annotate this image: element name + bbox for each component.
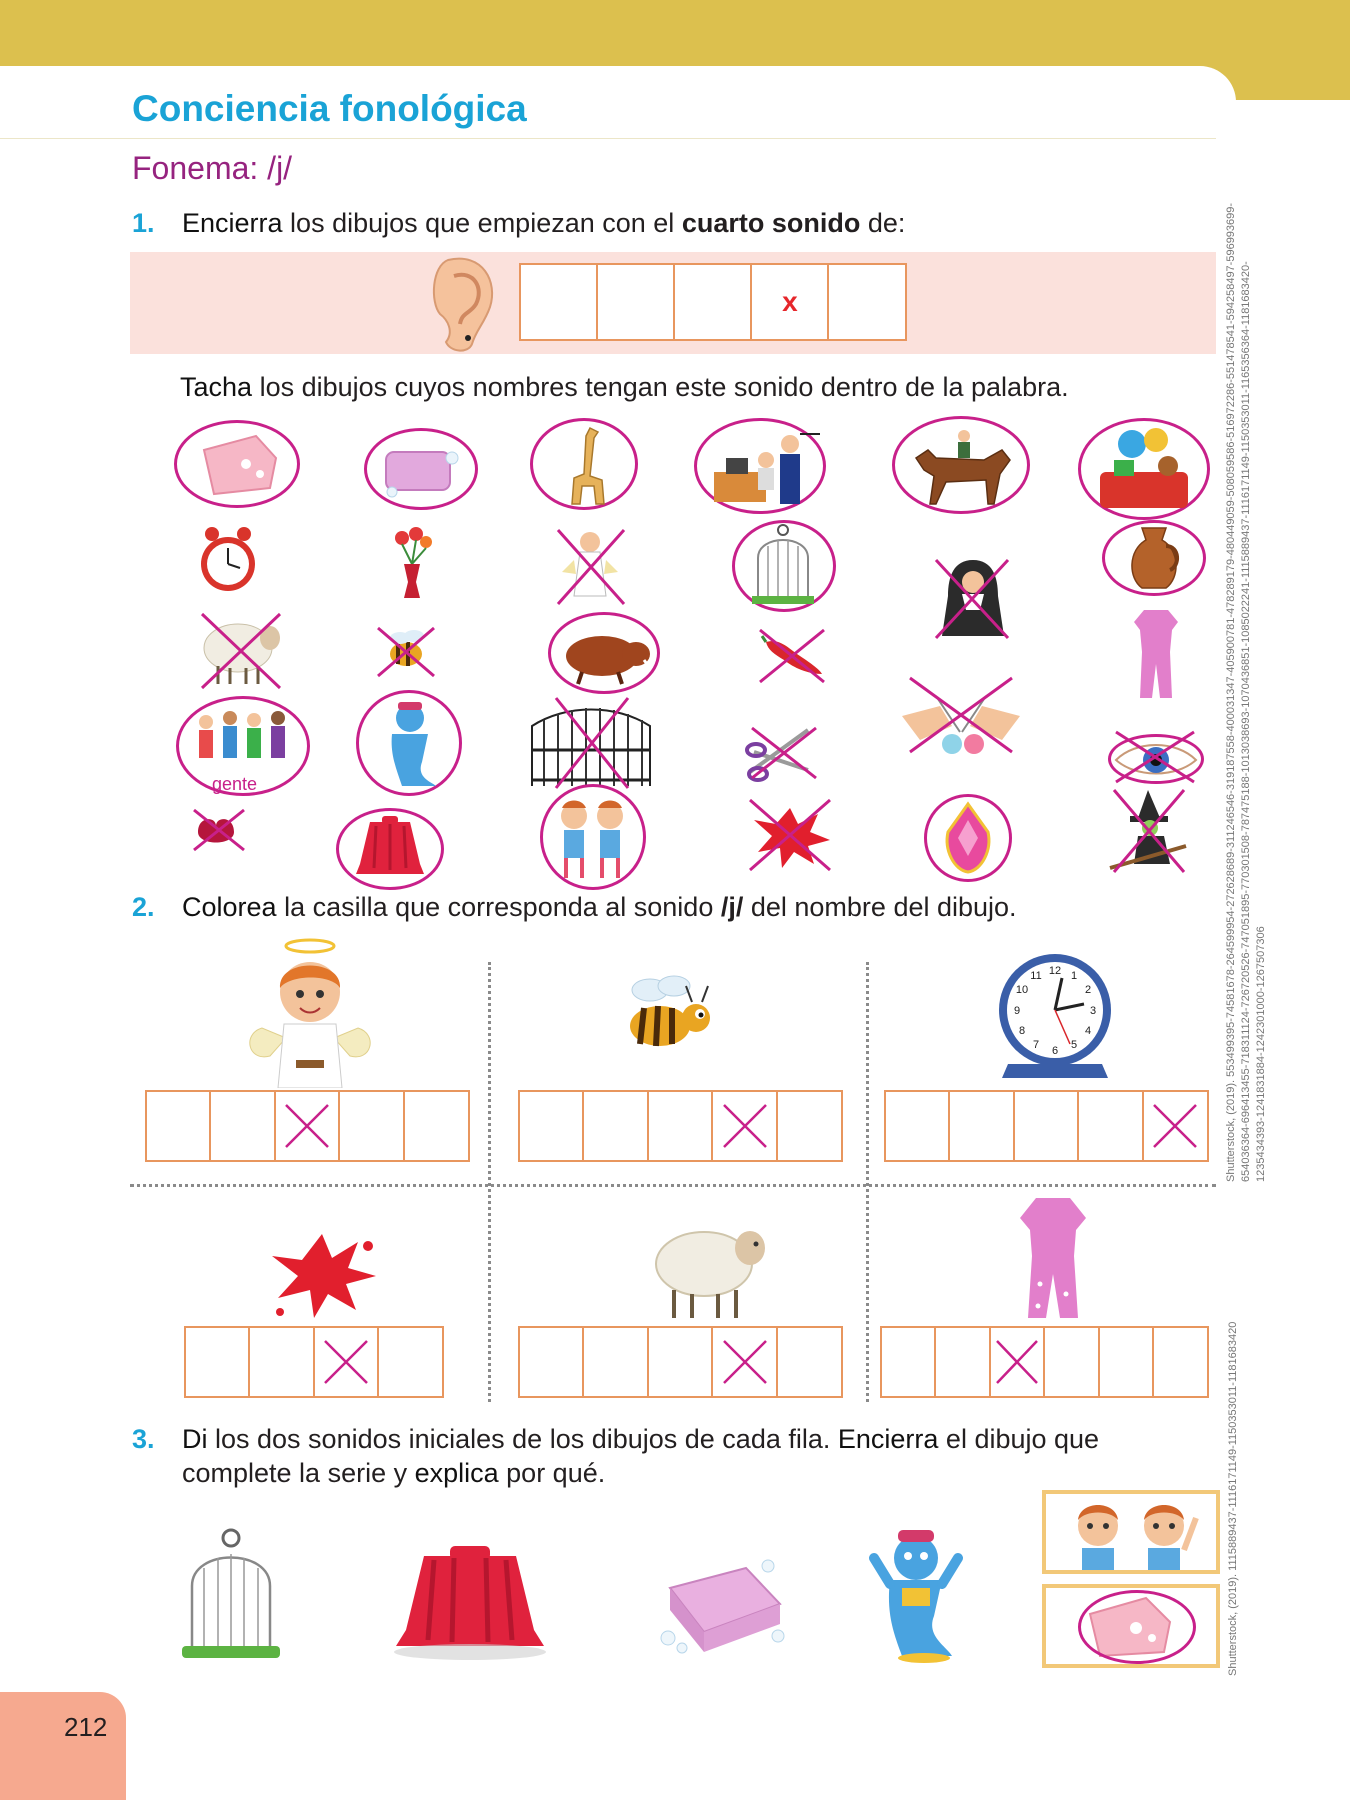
sheep-box-4[interactable] xyxy=(711,1326,778,1398)
q3-keyword-encierra: Encierra xyxy=(837,1424,939,1454)
ham-icon xyxy=(196,430,282,500)
clock-num-2: 2 xyxy=(1084,984,1092,996)
q2-text-a: la casilla que corresponda al sonido xyxy=(276,892,721,922)
cross-witch xyxy=(1110,786,1188,876)
clock-num-8: 8 xyxy=(1018,1025,1026,1037)
angel-box-5[interactable] xyxy=(403,1090,470,1162)
cross-chili xyxy=(756,626,828,686)
clock-box-2[interactable] xyxy=(948,1090,1015,1162)
cross-angel xyxy=(554,526,628,608)
splash-box-2[interactable] xyxy=(248,1326,315,1398)
splash-box-3[interactable] xyxy=(313,1326,380,1398)
grid-divider-h xyxy=(130,1184,1216,1187)
ear-icon xyxy=(428,252,500,354)
genie-small-icon xyxy=(372,698,448,788)
clock-box-3[interactable] xyxy=(1013,1090,1080,1162)
cross-splash xyxy=(746,796,834,874)
red-splash-icon xyxy=(266,1224,380,1322)
pajamas-sound-boxes xyxy=(882,1326,1209,1398)
angel-box-1[interactable] xyxy=(145,1090,212,1162)
pajamas-box-4[interactable] xyxy=(1043,1326,1100,1398)
bee-box-5[interactable] xyxy=(776,1090,843,1162)
sheep-box-5[interactable] xyxy=(776,1326,843,1398)
cross-gate xyxy=(552,694,632,792)
q1-text-b: de: xyxy=(860,208,906,238)
sheep-box-1[interactable] xyxy=(518,1326,585,1398)
x-mark-icon xyxy=(1150,1101,1200,1151)
page-number-tab xyxy=(0,1692,126,1800)
clock-num-12: 12 xyxy=(1048,965,1062,977)
wall-clock-icon xyxy=(994,952,1116,1082)
word-box-5[interactable] xyxy=(827,263,907,341)
twins-icon xyxy=(1060,1496,1202,1570)
bee-box-1[interactable] xyxy=(518,1090,585,1162)
cross-eye xyxy=(1112,728,1198,786)
clock-num-9: 9 xyxy=(1013,1005,1021,1017)
image-credit-top xyxy=(1224,118,1269,1182)
cross-scissors xyxy=(748,724,820,782)
word-box-1[interactable] xyxy=(519,263,599,341)
sheep-box-2[interactable] xyxy=(582,1326,649,1398)
page-title: Conciencia fonológica xyxy=(132,88,527,129)
clock-box-5[interactable] xyxy=(1142,1090,1209,1162)
q1-keyword-cuarto: cuarto sonido xyxy=(681,208,861,238)
grid-divider-v2 xyxy=(866,962,869,1402)
pajamas-icon xyxy=(1016,1194,1090,1322)
pajamas-box-2[interactable] xyxy=(934,1326,991,1398)
pajamas-box-3[interactable] xyxy=(989,1326,1046,1398)
q3-instruction-line2 xyxy=(182,1456,605,1490)
sheep-box-3[interactable] xyxy=(647,1326,714,1398)
credit-line-2: 654036364-696413455-718311124-726720526-747051895-770301508-787475188-1013038693-1070436851-1085022241-1115889437-1116171149-1150353011-1165356364-1181683420- xyxy=(1240,261,1252,1182)
bee-sound-boxes xyxy=(520,1090,843,1162)
header-rule xyxy=(0,138,1216,139)
cross-sheep xyxy=(198,610,284,692)
clock-num-10: 10 xyxy=(1015,984,1029,996)
q3-text-b: el dibujo que xyxy=(938,1424,1100,1454)
bee-box-4[interactable] xyxy=(711,1090,778,1162)
angel-box-2[interactable] xyxy=(209,1090,276,1162)
genie-icon xyxy=(868,1524,964,1664)
q2-text-b: del nombre del dibujo. xyxy=(743,892,1017,922)
x-mark-icon xyxy=(282,1101,332,1151)
credit-line-1: Shutterstock, (2019). 553499395-74581678-264599954-272628689-311246546-319187558-400031347-405900781-478289179-480449059-508059586-516972286-551478541-594258497-596993699- xyxy=(1225,202,1237,1182)
q3-text-d: por qué. xyxy=(498,1458,606,1488)
image-credit-bottom xyxy=(1226,1246,1241,1676)
bee-box-3[interactable] xyxy=(647,1090,714,1162)
jelly-icon xyxy=(390,1544,550,1664)
word-box-row xyxy=(521,263,907,341)
toys-icon xyxy=(1092,422,1196,516)
q1-instruction-2 xyxy=(180,370,1069,404)
flower-vase-icon xyxy=(386,526,438,602)
jug-icon xyxy=(1126,524,1182,592)
q3-keyword-explica: explica xyxy=(414,1458,499,1488)
people-icon xyxy=(190,706,296,782)
q1-instruction xyxy=(132,206,905,240)
cross-bee xyxy=(374,624,438,680)
birdcage-icon xyxy=(176,1528,286,1664)
alarm-clock-icon xyxy=(196,526,260,596)
twins-small-icon xyxy=(552,792,634,882)
q1-keyword-tacha: Tacha xyxy=(180,372,253,402)
bee-box-2[interactable] xyxy=(582,1090,649,1162)
clock-num-4: 4 xyxy=(1084,1025,1092,1037)
grid-divider-v1 xyxy=(488,962,491,1402)
q3-keyword-di: Di xyxy=(182,1424,208,1454)
horse-icon xyxy=(906,424,1016,508)
q1-text-a: los dibujos que empiezan con el xyxy=(282,208,682,238)
page-subtitle: Fonema: /j/ xyxy=(132,150,293,186)
clock-num-1: 1 xyxy=(1070,970,1078,982)
cross-knitting xyxy=(906,674,1016,756)
clock-box-1[interactable] xyxy=(884,1090,951,1162)
clock-num-7: 7 xyxy=(1032,1039,1040,1051)
boss-office-icon xyxy=(704,420,822,512)
splash-box-1[interactable] xyxy=(184,1326,251,1398)
x-mark-icon xyxy=(993,1337,1041,1387)
clock-num-5: 5 xyxy=(1070,1039,1078,1051)
clock-box-4[interactable] xyxy=(1077,1090,1144,1162)
x-mark-icon xyxy=(321,1337,371,1387)
sheep-sound-boxes xyxy=(520,1326,843,1398)
cross-bean xyxy=(190,806,248,854)
cage-icon xyxy=(750,524,816,608)
q2-keyword-phoneme: /j/ xyxy=(720,892,744,922)
sheep-icon xyxy=(652,1218,770,1322)
q2-instruction xyxy=(132,890,1017,924)
page-number: 212 xyxy=(64,1712,108,1742)
angel-icon xyxy=(242,938,378,1088)
q3-text-a: los dos sonidos iniciales de los dibujos de cada fila. xyxy=(207,1424,838,1454)
credit-line-3: 1235434393-1241831884-1242301000-1267507306 xyxy=(1255,926,1267,1182)
splash-box-4[interactable] xyxy=(377,1326,444,1398)
giraffe-icon xyxy=(560,424,610,508)
angel-sound-boxes xyxy=(147,1090,470,1162)
word-box-4[interactable]: x xyxy=(750,263,830,341)
clock-num-3: 3 xyxy=(1089,1005,1097,1017)
q1-number: 1. xyxy=(132,208,155,238)
bee-icon xyxy=(616,972,726,1058)
x-mark-icon xyxy=(720,1337,770,1387)
soap-icon xyxy=(380,438,462,500)
clock-sound-boxes xyxy=(886,1090,1209,1162)
word-box-2[interactable] xyxy=(596,263,676,341)
jelly-small-icon xyxy=(354,812,426,880)
pajamas-box-6[interactable] xyxy=(1152,1326,1209,1398)
credit-line-4: Shutterstock, (2019). 1115889437-1116171149-1150353011-1181683420 xyxy=(1227,1321,1239,1676)
q3-number: 3. xyxy=(132,1424,155,1454)
splash-sound-boxes xyxy=(186,1326,444,1398)
boar-icon xyxy=(556,620,652,686)
q3-instruction xyxy=(132,1422,1099,1456)
q2-keyword-colorea: Colorea xyxy=(182,892,277,922)
q1-keyword-encierra: Encierra xyxy=(182,208,283,238)
word-box-3[interactable] xyxy=(673,263,753,341)
cross-nun xyxy=(932,556,1012,642)
pajamas-box-5[interactable] xyxy=(1098,1326,1155,1398)
clock-num-6: 6 xyxy=(1051,1045,1059,1057)
pajamas-small-icon xyxy=(1132,606,1180,700)
clock-num-11: 11 xyxy=(1030,970,1042,982)
angel-box-4[interactable] xyxy=(338,1090,405,1162)
q2-number: 2. xyxy=(132,892,155,922)
ring-answer-ham[interactable] xyxy=(1078,1590,1196,1664)
pajamas-box-1[interactable] xyxy=(880,1326,937,1398)
x-mark-icon xyxy=(720,1101,770,1151)
angel-box-3[interactable] xyxy=(274,1090,341,1162)
q1-text-c: los dibujos cuyos nombres tengan este sonido dentro de la palabra. xyxy=(252,372,1069,402)
jewel-icon xyxy=(942,800,994,876)
q3-text-c: complete la serie y xyxy=(182,1458,415,1488)
caption-gente: gente xyxy=(212,774,258,794)
soap-bar-icon xyxy=(656,1548,788,1660)
